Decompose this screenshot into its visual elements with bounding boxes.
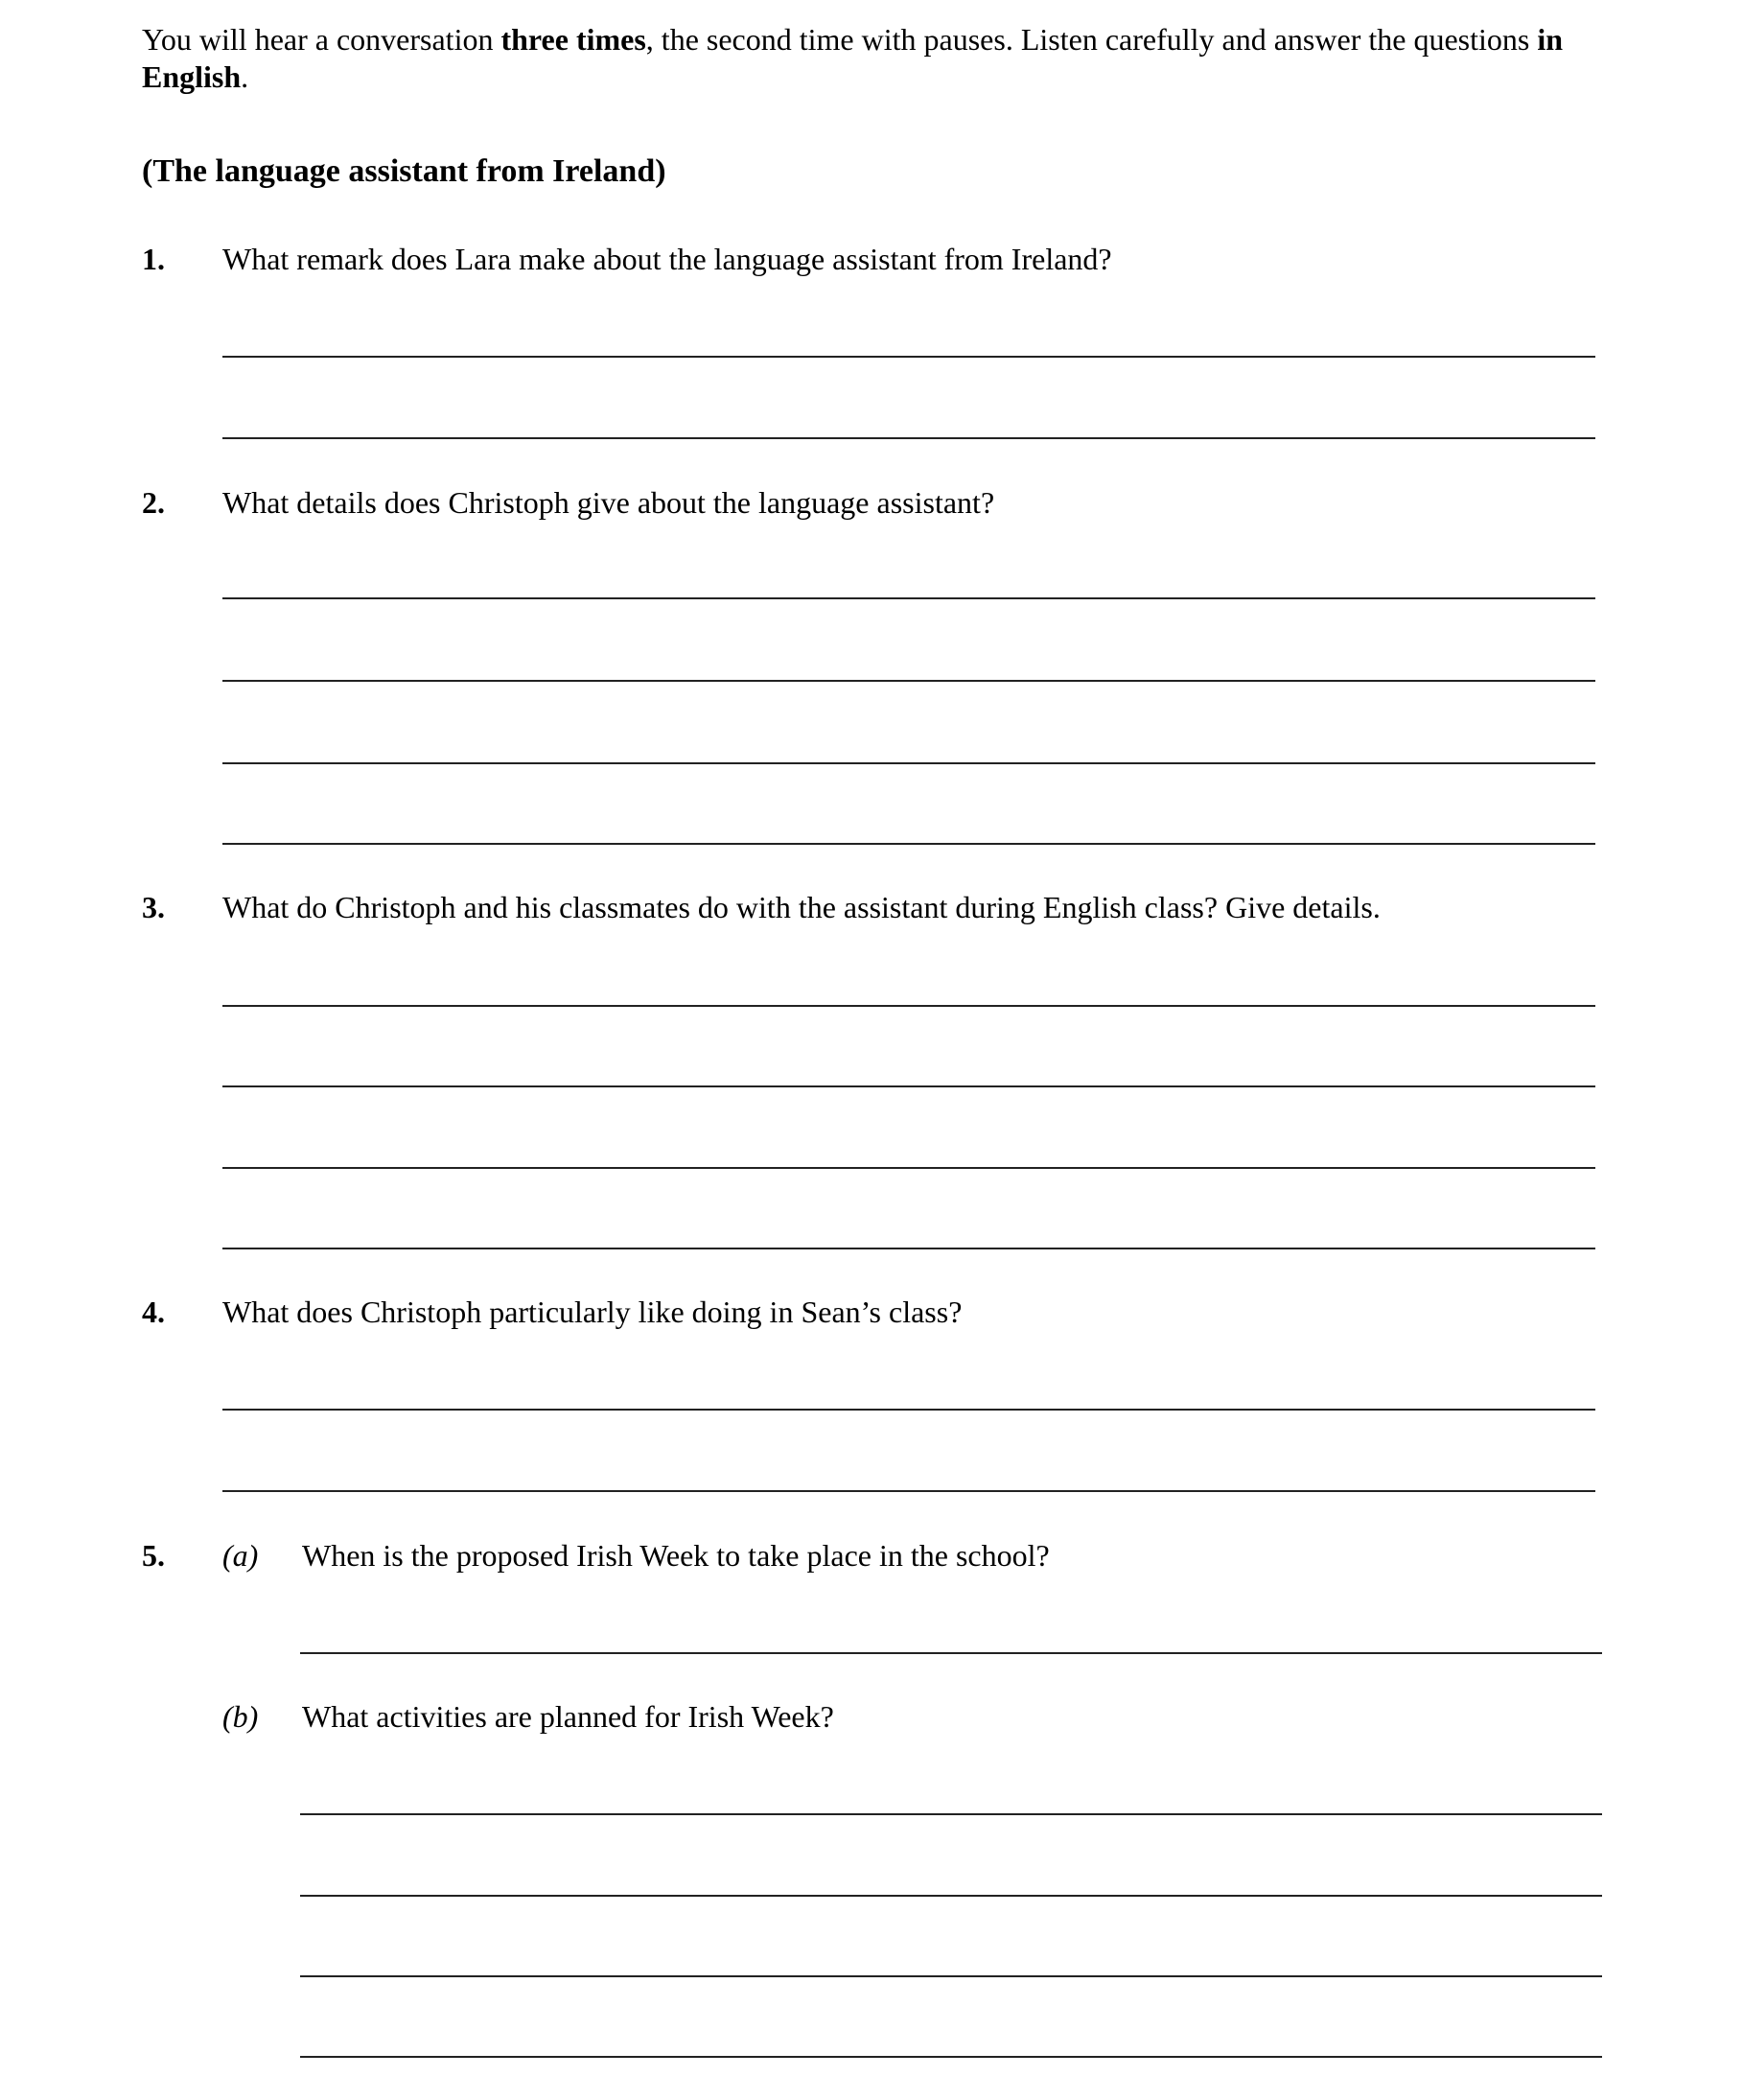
answer-line[interactable] xyxy=(300,1652,1602,1654)
question-text: What remark does Lara make about the language assistant from Ireland? xyxy=(222,242,1112,276)
answer-line[interactable] xyxy=(222,1248,1595,1249)
instructions-text: , the second time with pauses. Listen carefully and answer the questions xyxy=(645,22,1538,57)
question-text: What do Christoph and his classmates do with the assistant during English class? Give details. xyxy=(222,890,1381,924)
answer-line[interactable] xyxy=(222,356,1595,358)
question-text: What details does Christoph give about the language assistant? xyxy=(222,485,995,520)
answer-line[interactable] xyxy=(222,680,1595,682)
answer-line[interactable] xyxy=(222,1409,1595,1411)
answer-line[interactable] xyxy=(222,762,1595,764)
instructions-text: You will hear a conversation xyxy=(142,22,501,57)
subquestion-label: (b) xyxy=(222,1699,259,1734)
answer-line[interactable] xyxy=(222,1085,1595,1087)
question-number: 3. xyxy=(142,890,165,924)
instructions-text: . xyxy=(241,59,249,94)
answer-line[interactable] xyxy=(222,1005,1595,1007)
instructions xyxy=(142,21,1638,96)
instructions-emphasis: three times xyxy=(500,22,646,57)
answer-line[interactable] xyxy=(222,843,1595,845)
section-heading: (The language assistant from Ireland) xyxy=(142,153,666,189)
answer-line[interactable] xyxy=(222,1490,1595,1492)
question-number: 4. xyxy=(142,1295,165,1329)
answer-line[interactable] xyxy=(222,597,1595,599)
answer-line[interactable] xyxy=(300,1975,1602,1977)
subquestion-label: (a) xyxy=(222,1538,259,1573)
answer-line[interactable] xyxy=(300,1813,1602,1815)
answer-line[interactable] xyxy=(300,1895,1602,1897)
question-number: 2. xyxy=(142,485,165,520)
answer-line[interactable] xyxy=(222,437,1595,439)
answer-line[interactable] xyxy=(222,1167,1595,1169)
answer-line[interactable] xyxy=(300,2056,1602,2058)
question-text: When is the proposed Irish Week to take place in the school? xyxy=(302,1538,1050,1573)
question-text: What does Christoph particularly like doing in Sean’s class? xyxy=(222,1295,963,1329)
question-number: 5. xyxy=(142,1538,165,1573)
question-number: 1. xyxy=(142,242,165,276)
instructions-emphasis: in English xyxy=(142,22,1564,94)
question-text: What activities are planned for Irish Week? xyxy=(302,1699,834,1734)
